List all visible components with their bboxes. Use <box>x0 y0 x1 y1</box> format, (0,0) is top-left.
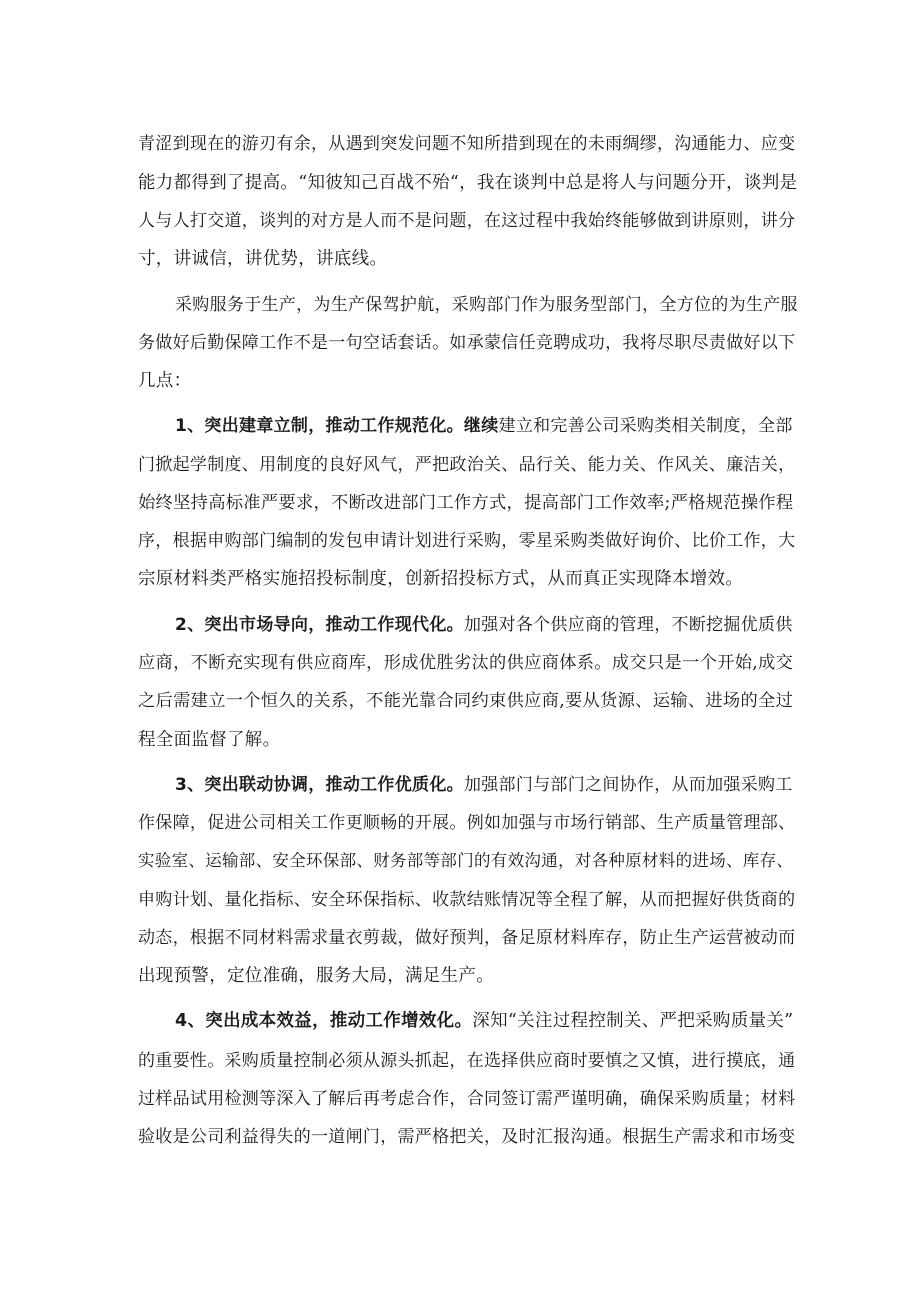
paragraph-line: 几点： <box>138 371 192 391</box>
paragraph-line: 应商，不断充实现有供应商库，形成优胜劣汰的供应商体系。成交只是一个开始,成交 <box>138 653 794 673</box>
item-1-text: 建立和完善公司采购类相关制度，全部 <box>498 416 793 436</box>
paragraph-line: 采购服务于生产，为生产保驾护航，采购部门作为服务型部门，全方位的为生产服 <box>175 295 798 315</box>
item-1-heading: 1、突出建章立制，推动工作规范化。继续 <box>175 416 499 436</box>
paragraph-line: 寸，讲诚信，讲优势，讲底线。 <box>138 249 388 269</box>
paragraph-line: 务做好后勤保障工作不是一句空话套话。如承蒙信任竞聘成功，我将尽职尽责做好以下 <box>138 333 796 353</box>
paragraph-line: 的重要性。采购质量控制必须从源头抓起，在选择供应商时要慎之又慎，进行摸底，通 <box>138 1051 796 1071</box>
paragraph-line: 门掀起学制度、用制度的良好风气，严把政治关、品行关、能力关、作风关、廉洁关， <box>138 455 796 475</box>
paragraph-line: 动态，根据不同材料需求量衣剪裁，做好预判，备足原材料库存，防止生产运营被动而 <box>138 928 796 948</box>
item-4-heading: 4、突出成本效益，推动工作增效化。 <box>175 1011 473 1031</box>
item-4-first-line <box>175 1006 798 1036</box>
item-3-first-line <box>175 770 798 800</box>
paragraph-line: 出现预警，定位准确，服务大局，满足生产。 <box>138 966 494 986</box>
item-1-first-line <box>175 411 798 441</box>
paragraph-line: 人与人打交道，谈判的对方是人而不是问题，在这过程中我始终能够做到讲原则，讲分 <box>138 211 796 231</box>
paragraph-line: 验收是公司利益得失的一道闸门，需严格把关，及时汇报沟通。根据生产需求和市场变 <box>138 1127 796 1147</box>
paragraph-line: 之后需建立一个恒久的关系，不能光靠合同约束供应商,要从货源、运输、进场的全过 <box>138 691 794 711</box>
paragraph-line: 申购计划、量化指标、安全环保指标、收款结账情况等全程了解，从而把握好供货商的 <box>138 890 796 910</box>
item-4-text: 深知“关注过程控制关、严把采购质量关” <box>472 1011 794 1031</box>
paragraph-line: 始终坚持高标准严要求，不断改进部门工作方式，提高部门工作效率;严格规范操作程 <box>138 493 794 513</box>
item-2-text: 加强对各个供应商的管理，不断挖掘优质供 <box>463 615 793 635</box>
paragraph-line: 宗原材料类严格实施招投标制度，创新招投标方式，从而真正实现降本增效。 <box>138 569 744 589</box>
paragraph-line: 过样品试用检测等深入了解后再考虑合作，合同签订需严谨明确，确保采购质量；材料 <box>138 1089 796 1109</box>
paragraph-line: 程全面监督了解。 <box>138 730 281 750</box>
item-2-heading: 2、突出市场导向，推动工作现代化。 <box>175 615 464 635</box>
item-2-first-line <box>175 610 798 640</box>
paragraph-line: 序，根据申购部门编制的发包申请计划进行采购，零星采购类做好询价、比价工作，大 <box>138 531 796 551</box>
paragraph-line: 作保障，促进公司相关工作更顺畅的开展。例如加强与市场行销部、生产质量管理部、 <box>138 813 796 833</box>
paragraph-line: 青涩到现在的游刃有余，从遇到突发问题不知所措到现在的未雨绸缪，沟通能力、应变 <box>138 134 796 154</box>
item-3-heading: 3、突出联动协调，推动工作优质化。 <box>175 775 464 795</box>
item-3-text: 加强部门与部门之间协作，从而加强采购工 <box>463 775 793 795</box>
paragraph-line: 能力都得到了提高。“知彼知己百战不殆“，我在谈判中总是将人与问题分开，谈判是 <box>138 173 798 193</box>
paragraph-line: 实验室、运输部、安全环保部、财务部等部门的有效沟通，对各种原材料的进场、库存、 <box>138 851 794 870</box>
